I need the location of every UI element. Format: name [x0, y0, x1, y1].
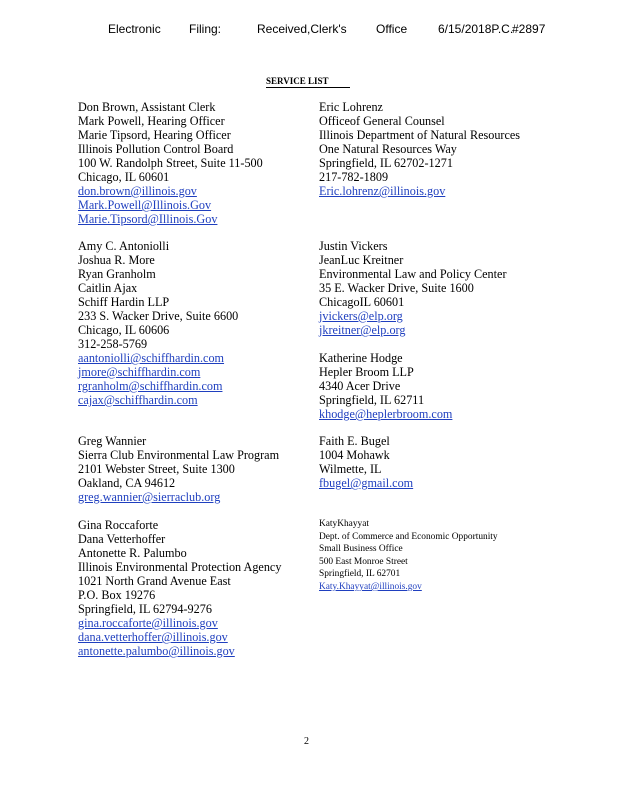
contact-line: Illinois Department of Natural Resources: [319, 128, 521, 142]
email-link[interactable]: cajax@schiffhardin.com: [78, 393, 198, 407]
email-line: [78, 393, 238, 407]
contact-line: Wilmette, IL: [319, 462, 382, 476]
contact-line: Springfield, IL 62701: [319, 569, 401, 580]
page-number: 2: [304, 736, 309, 747]
contact-line: 2101 Webster Street, Suite 1300: [78, 462, 235, 476]
contact-line: Oakland, CA 94612: [78, 476, 176, 490]
email-link[interactable]: antonette.palumbo@illinois.gov: [78, 644, 235, 658]
email-link[interactable]: gina.roccaforte@illinois.gov: [78, 616, 218, 630]
title-underline: [266, 87, 350, 88]
email-line: [319, 476, 413, 490]
email-line: [78, 365, 238, 379]
contact-line: Springfield, IL 62711: [319, 393, 425, 407]
contact-line: Mark Powell, Hearing Officer: [78, 114, 225, 128]
contact-line: Environmental Law and Policy Center: [319, 267, 507, 281]
email-link[interactable]: greg.wannier@sierraclub.org: [78, 490, 221, 504]
contact-line: Marie Tipsord, Hearing Officer: [78, 128, 231, 142]
contact-line: Dana Vetterhoffer: [78, 532, 166, 546]
filing-header: [108, 22, 548, 38]
contact-block: [319, 434, 413, 490]
contact-block: [319, 351, 452, 421]
contact-line: Small Business Office: [319, 544, 403, 555]
contact-line: Springfield, IL 62794-9276: [78, 602, 212, 616]
header-office: Office: [376, 22, 408, 36]
contact-block: [319, 100, 520, 198]
email-line: [78, 351, 238, 365]
contact-line: Illinois Pollution Control Board: [78, 142, 234, 156]
contact-line: Chicago, IL 60601: [78, 170, 170, 184]
contact-line: Antonette R. Palumbo: [78, 546, 187, 560]
email-line: [319, 323, 507, 337]
contact-line: 312-258-5769: [78, 337, 148, 351]
contact-line: Katherine Hodge: [319, 351, 403, 365]
email-link[interactable]: aantoniolli@schiffhardin.com: [78, 351, 225, 365]
contact-block: [319, 239, 507, 337]
email-link[interactable]: Katy.Khayyat@illinois.gov: [319, 581, 422, 592]
contact-line: Greg Wannier: [78, 434, 147, 448]
email-link[interactable]: jkreitner@elp.org: [319, 323, 406, 337]
contact-line: KatyKhayyat: [319, 519, 369, 529]
contact-line: 500 East Monroe Street: [319, 556, 408, 567]
contact-line: Springfield, IL 62702-1271: [319, 156, 453, 170]
contact-line: Caitlin Ajax: [78, 281, 138, 295]
email-line: [78, 644, 281, 658]
email-link[interactable]: rgranholm@schiffhardin.com: [78, 379, 223, 393]
contact-line: ChicagoIL 60601: [319, 295, 405, 309]
contact-line: Eric Lohrenz: [319, 100, 383, 114]
email-line: [78, 616, 281, 630]
email-link[interactable]: Eric.lohrenz@illinois.gov: [319, 184, 446, 198]
service-list-title: SERVICE LIST: [266, 76, 329, 86]
contact-line: Faith E. Bugel: [319, 434, 390, 448]
email-line: [319, 407, 452, 421]
email-link[interactable]: Mark.Powell@Illinois.Gov: [78, 198, 212, 212]
email-link[interactable]: jmore@schiffhardin.com: [78, 365, 201, 379]
email-line: [78, 212, 263, 226]
contact-line: Joshua R. More: [78, 253, 155, 267]
contact-line: Justin Vickers: [319, 239, 388, 253]
header-filing: Filing:: [189, 22, 222, 36]
email-line: [319, 184, 520, 198]
contact-line: 4340 Acer Drive: [319, 379, 401, 393]
email-line: [78, 630, 281, 644]
contact-block: [78, 100, 263, 226]
header-electronic: Electronic: [108, 22, 161, 36]
contact-line: JeanLuc Kreitner: [319, 253, 404, 267]
contact-line: Sierra Club Environmental Law Program: [78, 448, 280, 462]
header-number: #2897: [512, 22, 546, 36]
email-link[interactable]: fbugel@gmail.com: [319, 476, 414, 490]
email-link[interactable]: khodge@heplerbroom.com: [319, 407, 453, 421]
contact-line: Gina Roccaforte: [78, 518, 159, 532]
email-link[interactable]: Marie.Tipsord@Illinois.Gov: [78, 212, 218, 226]
email-line: [319, 581, 498, 594]
contact-line: 1004 Mohawk: [319, 448, 390, 462]
contact-line: 100 W. Randolph Street, Suite 11-500: [78, 156, 263, 170]
contact-line: Dept. of Commerce and Economic Opportunity: [319, 531, 498, 542]
contact-line: 217-782-1809: [319, 170, 389, 184]
email-line: [319, 309, 507, 323]
contact-line: 1021 North Grand Avenue East: [78, 574, 231, 588]
email-line: [78, 379, 238, 393]
contact-line: One Natural Resources Way: [319, 142, 457, 156]
header-date: 6/15/2018P.C.: [438, 22, 514, 36]
contact-line: 233 S. Wacker Drive, Suite 6600: [78, 309, 239, 323]
contact-line: 35 E. Wacker Drive, Suite 1600: [319, 281, 474, 295]
email-link[interactable]: dana.vetterhoffer@illinois.gov: [78, 630, 228, 644]
email-line: [78, 490, 279, 504]
email-link[interactable]: jvickers@elp.org: [319, 309, 403, 323]
header-received: Received,Clerk's: [257, 22, 347, 36]
contact-block: [319, 518, 498, 594]
email-link[interactable]: don.brown@illinois.gov: [78, 184, 197, 198]
contact-line: Chicago, IL 60606: [78, 323, 170, 337]
email-line: [78, 184, 263, 198]
contact-block: [78, 434, 279, 504]
contact-line: Amy C. Antoniolli: [78, 239, 170, 253]
contact-block: [78, 518, 281, 658]
contact-block: [78, 239, 238, 407]
contact-line: Illinois Environmental Protection Agency: [78, 560, 282, 574]
contact-line: P.O. Box 19276: [78, 588, 156, 602]
contact-line: Hepler Broom LLP: [319, 365, 414, 379]
contact-line: Ryan Granholm: [78, 267, 156, 281]
email-line: [78, 198, 263, 212]
contact-line: Don Brown, Assistant Clerk: [78, 100, 216, 114]
contact-line: Officeof General Counsel: [319, 114, 445, 128]
contact-line: Schiff Hardin LLP: [78, 295, 170, 309]
